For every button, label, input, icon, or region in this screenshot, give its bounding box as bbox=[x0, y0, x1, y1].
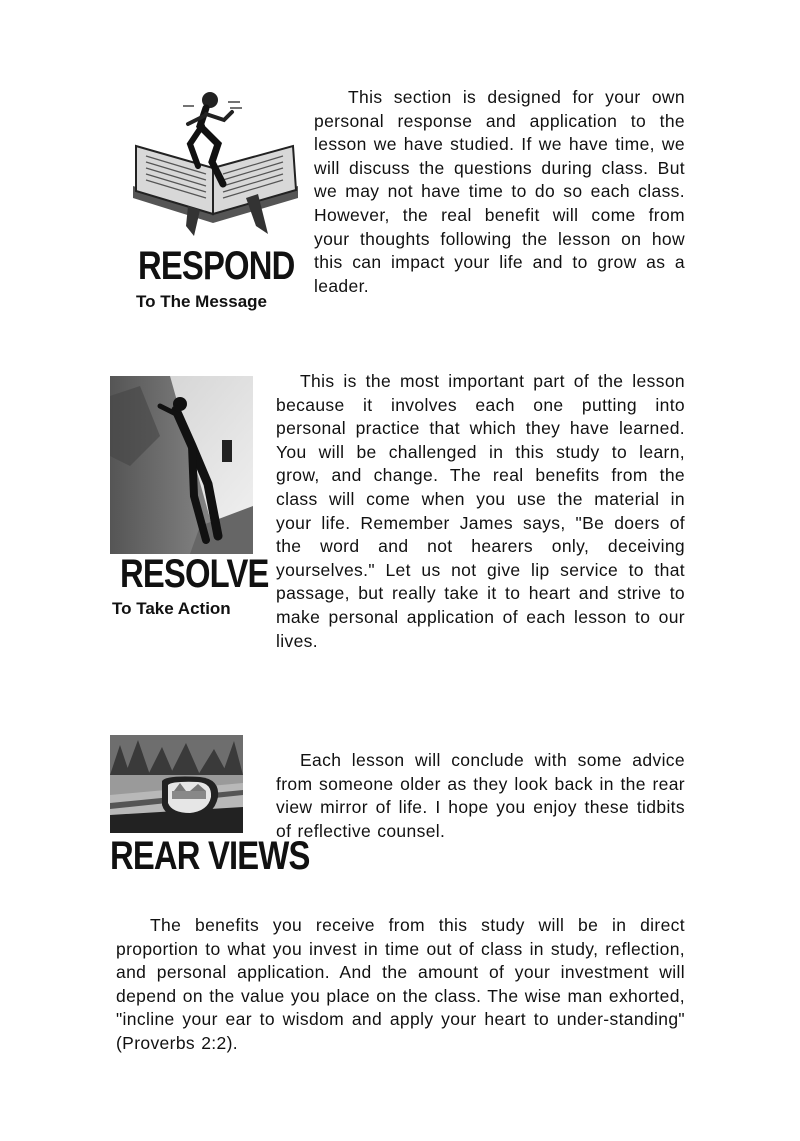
rear-views-paragraph: Each lesson will conclude with some advice from someone older as they look back in the rear view mirror of life. I hope you enjoy these tidbits of reflective counsel. bbox=[276, 750, 685, 841]
resolve-heading: RESOLVE bbox=[120, 552, 269, 596]
rear-view-mirror-photo bbox=[110, 735, 243, 833]
resolve-climber-photo bbox=[110, 376, 253, 554]
respond-book-icon bbox=[128, 86, 303, 246]
respond-subheading: To The Message bbox=[136, 292, 267, 311]
closing-paragraph: The benefits you receive from this study will be in direct proportion to what you invest in time out of class in study, reflection, and personal application. And the amount of your investment will depend on the value you place on the class. The wise man exhorted, "incline your ear to wisdom and apply your heart to under-standing" (Proverbs 2:2). bbox=[116, 915, 685, 1053]
respond-paragraph: This section is designed for your own personal response and application to the lesson we have studied. If we have time, we will discuss the questions during class. But we may not have time to do so each class. However, the real benefit will come from your thoughts following the lesson on how this can impact your life and to grow as a leader. bbox=[314, 87, 685, 296]
resolve-paragraph: This is the most important part of the lesson because it involves each one putting into personal practice that which they have learned. You will be challenged in this study to learn, grow, and change. The real benefits from the class will come when you use the material in your life. Remember James says, "Be doers of the word and not hearers only, deceiving yourselves." Let us not give lip service to that passage, but really take it to heart and strive to make personal application of each lesson to our lives. bbox=[276, 371, 685, 651]
resolve-subheading: To Take Action bbox=[112, 599, 231, 618]
respond-heading: RESPOND bbox=[138, 244, 295, 288]
rear-views-heading: REAR VIEWS bbox=[110, 834, 310, 878]
